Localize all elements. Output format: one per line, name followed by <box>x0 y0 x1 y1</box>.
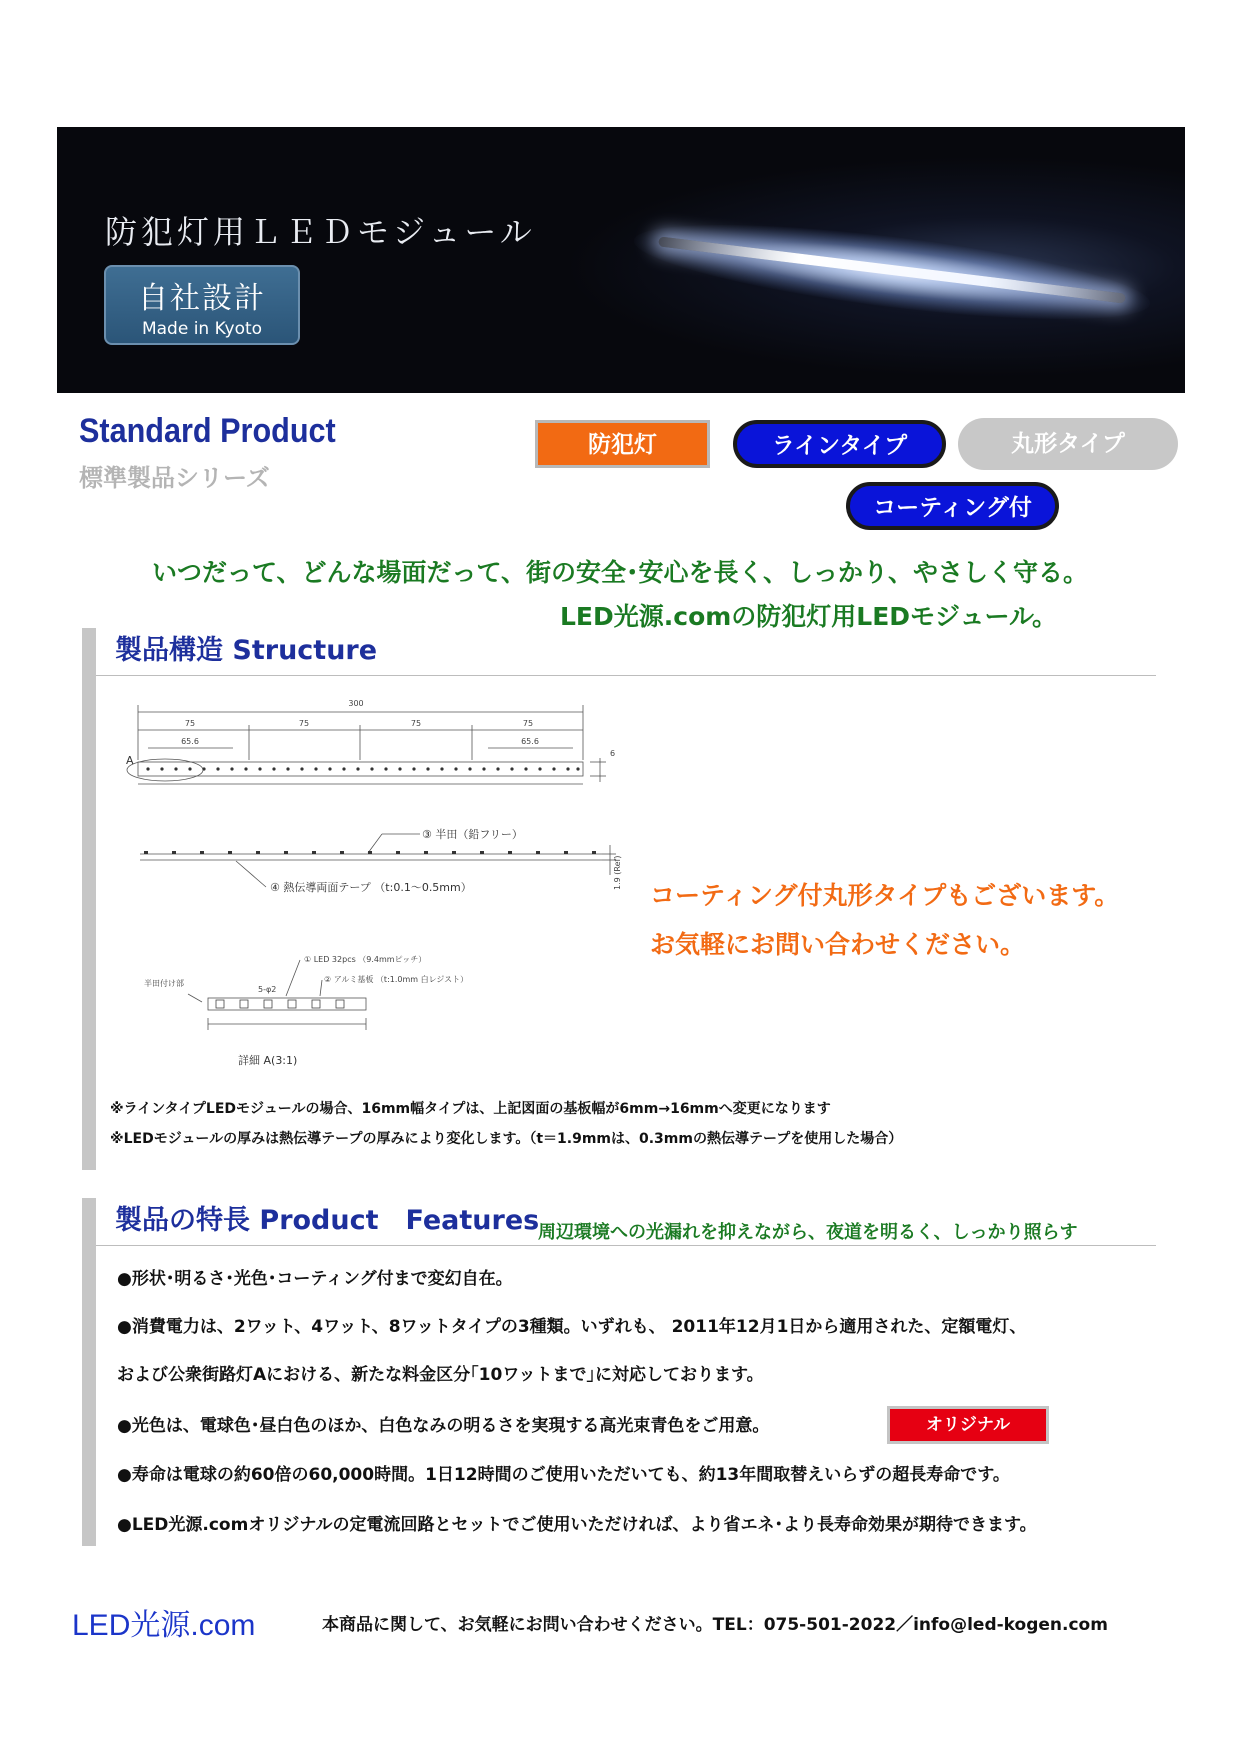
original-badge: オリジナル <box>887 1406 1049 1444</box>
dim-seg-2-label: 75 <box>298 719 310 728</box>
dim-inner-right-label: 65.6 <box>521 737 539 746</box>
dim-width-label: 6 <box>610 749 616 758</box>
page-subtitle: 標準製品シリーズ <box>79 464 270 492</box>
page-title: Standard Product <box>79 412 336 450</box>
feature-item-2-cont: および公衆街路灯Aにおける、新たな料金区分｢10ワットまで｣に対応しております。 <box>117 1365 764 1385</box>
feature-item-4: ●寿命は電球の約60倍の60,000時間。1日12時間のご使用いただいても、約13年間取替えいらずの超長寿命です。 <box>117 1465 1010 1485</box>
features-heading: 製品の特長 Product Features <box>115 1205 540 1236</box>
slogan-line-2: LED光源.comの防犯灯用LEDモジュール。 <box>560 602 1058 631</box>
note-2: ※LEDモジュールの厚みは熱伝導テープの厚みにより変化します。（t＝1.9mmは、0.3mmの熱伝導テープを使用した場合） <box>110 1131 903 1147</box>
hero-title: 防犯灯用ＬＥＤモジュール <box>105 213 536 251</box>
callout-tape: ④ 熱伝導両面テープ （t:0.1～0.5mm） <box>270 881 472 894</box>
tag-line-type: ラインタイプ <box>733 420 946 468</box>
features-divider <box>96 1245 1156 1246</box>
dim-total-label: 300 <box>348 699 364 708</box>
structure-heading: 製品構造 Structure <box>115 635 378 666</box>
note-1: ※ラインタイプLEDモジュールの場合、16mm幅タイプは、上記図面の基板幅が6mm→16mmへ変更になります <box>110 1101 831 1117</box>
footer-brand-logo: LED光源.com <box>72 1609 256 1642</box>
callout-solder-pad: 半田付け部 <box>144 979 184 988</box>
dim-seg-3-label: 75 <box>410 719 422 728</box>
footer-contact: 本商品に関して、お気軽にお問い合わせください。TEL：075-501-2022／info@led-kogen.com <box>322 1615 1108 1635</box>
structure-drawing <box>120 690 640 1085</box>
slogan-line-1: いつだって、どんな場面だって、街の安全･安心を長く、しっかり、やさしく守る。 <box>152 558 1089 587</box>
badge-jp-label: 自社設計 <box>138 281 266 316</box>
tag-round-type: 丸形タイプ <box>958 418 1178 470</box>
structure-divider <box>96 675 1156 676</box>
callout-led: ① LED 32pcs （9.4mmピッチ） <box>304 955 427 964</box>
feature-item-3: ●光色は、電球色･昼白色のほか、白色なみの明るさを実現する高光束青色をご用意。 <box>117 1416 770 1436</box>
detail-marker-a: A <box>126 754 134 767</box>
features-section-bar <box>82 1198 96 1546</box>
structure-section-bar <box>82 628 96 1170</box>
callout-solder: ③ 半田（鉛フリー） <box>422 828 523 841</box>
dim-seg-4-label: 75 <box>522 719 534 728</box>
dim-thickness-label: 1.9 (Ref) <box>613 855 622 890</box>
promo-line-1: コーティング付丸形タイプもございます。 <box>650 881 1120 910</box>
made-in-kyoto-badge <box>104 265 300 345</box>
detail-a-caption: 詳細 A(3:1) <box>238 1054 298 1067</box>
promo-line-2: お気軽にお問い合わせください。 <box>650 930 1026 959</box>
feature-item-5: ●LED光源.comオリジナルの定電流回路とセットでご使用いただければ、より省エネ･より長寿命効果が期待できます。 <box>117 1515 1037 1535</box>
hero-banner <box>57 127 1185 393</box>
feature-item-2: ●消費電力は、2ワット、4ワット、8ワットタイプの3種類。いずれも、 2011年12月1日から適用された、定額電灯、 <box>117 1317 1027 1337</box>
callout-board: ② アルミ基板 （t:1.0mm 白レジスト） <box>324 975 469 984</box>
callout-hole: 5-φ2 <box>258 985 277 994</box>
tag-coating: コーティング付 <box>846 482 1059 530</box>
tag-crime-light: 防犯灯 <box>535 420 710 468</box>
dim-inner-left-label: 65.6 <box>181 737 199 746</box>
features-tagline: 周辺環境への光漏れを抑えながら、夜道を明るく、しっかり照らす <box>538 1222 1078 1243</box>
feature-item-1: ●形状･明るさ･光色･コーティング付まで変幻自在。 <box>117 1269 513 1289</box>
badge-en-label: Made in Kyoto <box>141 319 263 339</box>
dim-seg-1-label: 75 <box>184 719 196 728</box>
